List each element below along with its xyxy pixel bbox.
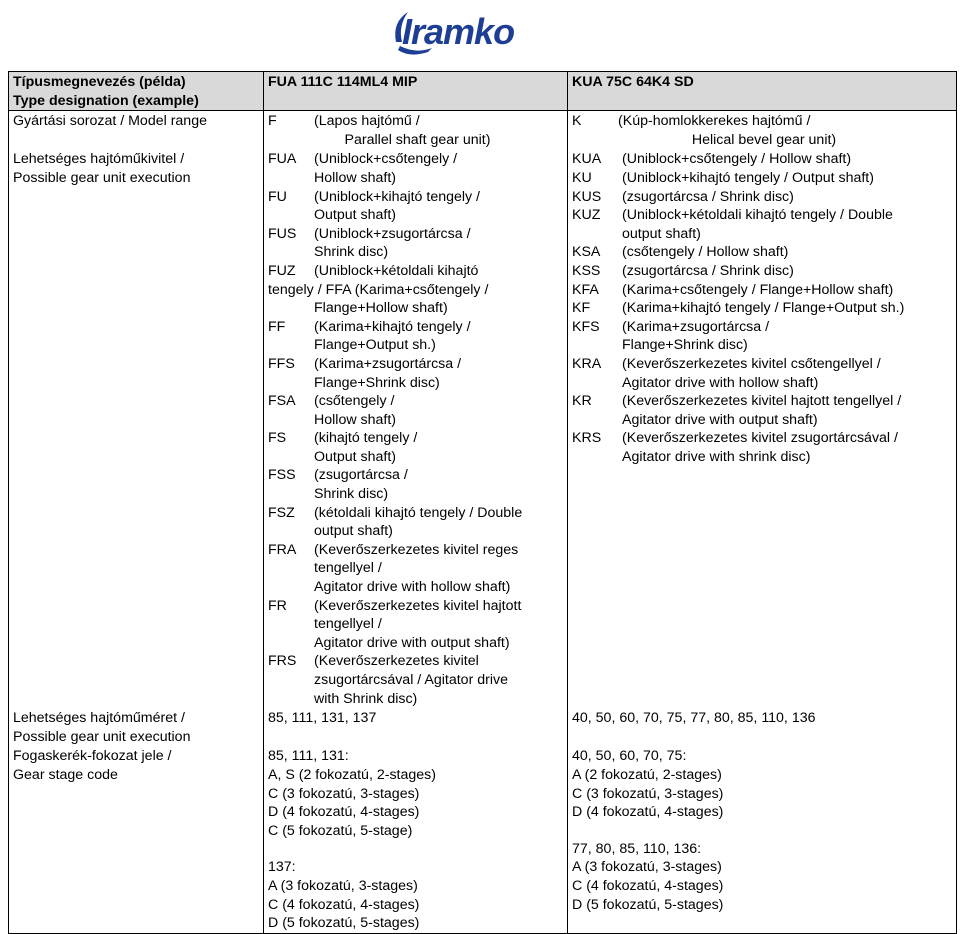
execution-k-item xyxy=(572,429,956,466)
execution-k-desc xyxy=(622,318,956,355)
execution-f-desc-line: Flange+Output sh.) xyxy=(314,337,436,354)
execution-f-desc-line: with Shrink disc) xyxy=(314,690,418,707)
execution-f-code: FRS xyxy=(268,653,297,670)
execution-k-item xyxy=(572,188,956,207)
header-label-cell xyxy=(9,72,264,111)
execution-f-desc xyxy=(314,541,567,597)
execution-f-desc-line: (Uniblock+kihajtó tengely / xyxy=(314,188,481,205)
execution-f-code: FUZ xyxy=(268,262,296,279)
execution-k-code: KFA xyxy=(572,281,599,298)
execution-f-desc xyxy=(314,392,567,429)
execution-f-item xyxy=(268,504,567,541)
execution-f-desc-line: Hollow shaft) xyxy=(314,169,397,186)
stage-k-line: C (3 fokozatú, 3-stages) xyxy=(572,785,724,802)
execution-f-desc-line: Shrink disc) xyxy=(314,244,389,261)
execution-k-desc-line: (Keverőszerkezetes kivitel csőtengellyel / xyxy=(622,355,881,372)
logo-text: Iramko xyxy=(402,11,515,52)
stage-f-cell xyxy=(264,746,568,933)
execution-f-item xyxy=(268,429,567,466)
stage-k-line: D (5 fokozatú, 5-stages) xyxy=(572,896,724,913)
execution-k-item xyxy=(572,355,956,392)
execution-f-desc-line: (Karima+kihajtó tengely / xyxy=(314,318,471,335)
range-row xyxy=(9,111,957,150)
stage-k-line: C (4 fokozatú, 4-stages) xyxy=(572,877,724,894)
execution-k-desc-line: (Uniblock+kihajtó tengely / Output shaft) xyxy=(622,169,874,186)
stage-f-line: A (3 fokozatú, 3-stages) xyxy=(268,877,418,894)
stage-f-line: C (3 fokozatú, 3-stages) xyxy=(268,785,420,802)
stage-label-hu: Fogaskerék-fokozat jele / xyxy=(13,748,172,765)
execution-f-desc-line: output shaft) xyxy=(314,523,393,540)
range-k-code: K xyxy=(572,113,582,130)
stage-k-line: A (3 fokozatú, 3-stages) xyxy=(572,859,722,876)
execution-k-desc xyxy=(622,169,956,188)
size-k-value: 40, 50, 60, 70, 75, 77, 80, 85, 110, 136 xyxy=(568,708,957,746)
execution-k-desc-line: (Keverőszerkezetes kivitel zsugortárcsával / xyxy=(622,430,898,447)
execution-f-item xyxy=(268,541,567,597)
execution-k-list xyxy=(572,150,956,466)
execution-f-desc-line: (Keverőszerkezetes kivitel xyxy=(314,653,479,670)
execution-f-item xyxy=(268,318,567,355)
execution-f-code: FFS xyxy=(268,355,295,372)
header-label-en: Type designation (example) xyxy=(13,92,199,109)
execution-k-item xyxy=(572,281,956,300)
execution-k-desc-line: Flange+Shrink disc) xyxy=(622,337,748,354)
execution-k-desc-line: Agitator drive with output shaft) xyxy=(622,411,818,428)
execution-f-item xyxy=(268,150,567,187)
execution-f-desc-line: zsugortárcsával / Agitator drive xyxy=(314,672,508,688)
range-k-cell xyxy=(568,111,957,150)
execution-f-desc-line: (Karima+zsugortárcsa / xyxy=(314,355,462,372)
stage-label-en: Gear stage code xyxy=(13,766,118,783)
stage-row xyxy=(9,746,957,933)
stage-k-line: 77, 80, 85, 110, 136: xyxy=(572,840,702,857)
execution-f-desc xyxy=(314,262,567,281)
execution-f-item xyxy=(268,652,567,708)
execution-f-item xyxy=(268,392,567,429)
execution-f-desc-line: (Keverőszerkezetes kivitel reges xyxy=(314,541,519,558)
execution-f-code: FU xyxy=(268,188,287,205)
range-f-code: F xyxy=(268,113,277,130)
execution-k-desc xyxy=(622,429,956,466)
execution-k-item xyxy=(572,243,956,262)
header-k-cell xyxy=(568,72,957,111)
execution-k-code: KUA xyxy=(572,151,602,168)
execution-k-item xyxy=(572,206,956,243)
execution-k-desc-line: (zsugortárcsa / Shrink disc) xyxy=(622,188,794,205)
execution-k-desc-line: Agitator drive with shrink disc) xyxy=(622,448,811,465)
execution-f-item xyxy=(268,188,567,225)
execution-f-desc xyxy=(314,318,567,355)
execution-f-desc xyxy=(314,504,567,541)
execution-k-desc-line: (Karima+zsugortárcsa / xyxy=(622,318,770,335)
execution-f-cell xyxy=(264,149,568,708)
execution-f-item xyxy=(268,355,567,392)
execution-k-code: KSS xyxy=(572,262,601,279)
stage-k-cell xyxy=(568,746,957,933)
stage-f-line: C (5 fokozatú, 5-stage) xyxy=(268,822,413,839)
execution-k-desc-line: (Uniblock+csőtengely / Hollow shaft) xyxy=(622,151,852,168)
execution-k-code: KFS xyxy=(572,318,600,335)
execution-f-desc xyxy=(314,150,567,187)
execution-f-desc-line: (Uniblock+zsugortárcsa / xyxy=(314,225,471,242)
execution-k-desc xyxy=(622,150,956,169)
execution-f-list xyxy=(268,150,567,708)
header-k-example: KUA 75C 64K4 SD xyxy=(572,74,694,90)
range-f-desc: (Lapos hajtómű / xyxy=(314,113,420,130)
execution-f-desc xyxy=(314,355,567,392)
execution-k-desc-line: (Keverőszerkezetes kivitel hajtott tengellyel / xyxy=(622,393,902,410)
stage-k-spacer xyxy=(572,822,956,840)
execution-f-code: FS xyxy=(268,430,287,447)
size-label-hu: Lehetséges hajtóműméret / xyxy=(13,710,185,727)
execution-k-item xyxy=(572,150,956,169)
range-label: Gyártási sorozat / Model range xyxy=(9,111,264,150)
execution-k-item xyxy=(572,299,956,318)
execution-f-item: tengely / FFA (Karima+csőtengely / xyxy=(268,281,489,298)
execution-f-desc-line: Hollow shaft) xyxy=(314,411,397,428)
header-label-hu: Típusmegnevezés (példa) xyxy=(13,74,186,90)
header-row xyxy=(9,72,957,111)
stage-k-line: D (4 fokozatú, 4-stages) xyxy=(572,804,724,821)
execution-label-en: Possible gear unit execution xyxy=(13,169,191,186)
execution-f-desc-line: Agitator drive with hollow shaft) xyxy=(314,579,511,596)
execution-f-desc-line: Shrink disc) xyxy=(314,486,389,503)
stage-k-line: 40, 50, 60, 70, 75: xyxy=(572,748,687,765)
stage-k-list xyxy=(572,747,956,914)
execution-f-item xyxy=(268,262,567,281)
execution-k-desc-line: (Uniblock+kétoldali kihajtó tengely / Double xyxy=(622,207,893,224)
header-f-example: FUA 111C 114ML4 MIP xyxy=(268,74,418,90)
execution-f-code: FSZ xyxy=(268,504,295,521)
range-f-desc-en: Parallel shaft gear unit) xyxy=(344,131,491,148)
range-k-desc-en: Helical bevel gear unit) xyxy=(691,131,837,148)
execution-f-desc xyxy=(314,652,567,708)
execution-f-code: FSS xyxy=(268,467,296,484)
execution-label-hu: Lehetséges hajtóműkivitel / xyxy=(13,151,185,168)
execution-k-desc-line: output shaft) xyxy=(622,225,701,242)
size-row xyxy=(9,708,957,746)
execution-k-desc xyxy=(622,243,956,262)
execution-k-desc-line: Agitator drive with hollow shaft) xyxy=(622,374,819,391)
size-label-en: Possible gear unit execution xyxy=(13,728,191,745)
execution-f-code: FUA xyxy=(268,151,297,168)
execution-f-desc-line: (Uniblock+csőtengely / xyxy=(314,151,458,168)
execution-f-desc xyxy=(314,466,567,503)
execution-f-desc-line: (Uniblock+kétoldali kihajtó xyxy=(314,262,479,279)
execution-f-desc-line: (Keverőszerkezetes kivitel hajtott xyxy=(314,597,522,614)
stage-label-cell xyxy=(9,746,264,933)
execution-f-desc xyxy=(314,225,567,262)
execution-k-item xyxy=(572,262,956,281)
execution-f-desc xyxy=(314,188,567,225)
execution-f-code: FSA xyxy=(268,393,296,410)
size-label-cell xyxy=(9,708,264,746)
execution-row xyxy=(9,149,957,708)
execution-f-desc-line: Flange+Hollow shaft) xyxy=(314,300,448,317)
execution-k-desc xyxy=(622,355,956,392)
execution-k-desc-line: (Karima+csőtengely / Flange+Hollow shaft) xyxy=(622,281,894,298)
iramko-logo xyxy=(388,2,558,56)
execution-k-code: KR xyxy=(572,393,592,410)
execution-k-item xyxy=(572,318,956,355)
execution-f-code: FF xyxy=(268,318,286,335)
execution-k-cell xyxy=(568,149,957,708)
execution-f-code: FRA xyxy=(268,541,297,558)
execution-k-code: KU xyxy=(572,169,592,186)
execution-f-desc xyxy=(314,299,567,318)
execution-f-desc-line: tengellyel / xyxy=(314,616,382,633)
execution-f-desc-line: Flange+Shrink disc) xyxy=(314,374,440,391)
size-f-value: 85, 111, 131, 137 xyxy=(264,708,568,746)
execution-k-desc-line: (csőtengely / Hollow shaft) xyxy=(622,244,789,261)
execution-f-desc xyxy=(314,429,567,466)
stage-f-list xyxy=(268,747,567,932)
execution-f-code: FR xyxy=(268,597,287,614)
execution-k-code: KRS xyxy=(572,430,602,447)
stage-k-line: A (2 fokozatú, 2-stages) xyxy=(572,766,722,783)
execution-f-desc-line: Output shaft) xyxy=(314,207,397,224)
range-f-cell xyxy=(264,111,568,150)
execution-f-item xyxy=(268,299,567,318)
execution-f-desc-line: (kihajtó tengely / xyxy=(314,430,418,447)
execution-f-desc-line: (csőtengely / xyxy=(314,393,395,410)
execution-k-desc xyxy=(622,206,956,243)
execution-label-cell xyxy=(9,149,264,708)
execution-k-code: KSA xyxy=(572,244,601,261)
header-f-cell xyxy=(264,72,568,111)
execution-k-desc xyxy=(622,262,956,281)
execution-f-item xyxy=(268,466,567,503)
execution-f-desc-line: tengellyel / xyxy=(314,560,382,577)
stage-f-line: 137: xyxy=(268,859,296,876)
execution-k-code: KF xyxy=(572,300,591,317)
execution-k-item xyxy=(572,392,956,429)
execution-f-item xyxy=(268,597,567,653)
spec-table xyxy=(8,71,957,934)
execution-f-desc xyxy=(314,597,567,653)
execution-f-code: FUS xyxy=(268,225,297,242)
execution-k-code: KUS xyxy=(572,188,602,205)
execution-f-desc-line: (zsugortárcsa / xyxy=(314,467,408,484)
execution-f-code xyxy=(268,299,314,318)
execution-f-desc-line: Agitator drive with output shaft) xyxy=(314,634,510,651)
execution-k-desc xyxy=(622,392,956,429)
execution-k-item xyxy=(572,169,956,188)
execution-k-desc-line: (zsugortárcsa / Shrink disc) xyxy=(622,262,794,279)
execution-k-desc xyxy=(622,299,956,318)
execution-k-desc-line: (Karima+kihajtó tengely / Flange+Output sh.) xyxy=(622,300,905,317)
stage-f-spacer xyxy=(268,840,567,858)
execution-k-desc xyxy=(622,188,956,207)
execution-f-desc-line: (kétoldali kihajtó tengely / Double xyxy=(314,504,523,521)
stage-f-line: D (5 fokozatú, 5-stages) xyxy=(268,915,420,932)
stage-f-line: A, S (2 fokozatú, 2-stages) xyxy=(268,766,436,783)
stage-f-line: 85, 111, 131: xyxy=(268,748,349,765)
range-k-desc: (Kúp-homlokkerekes hajtómű / xyxy=(618,113,811,130)
execution-k-code: KRA xyxy=(572,355,602,372)
execution-f-desc-line: Output shaft) xyxy=(314,448,397,465)
execution-f-item xyxy=(268,225,567,262)
execution-k-code: KUZ xyxy=(572,207,601,224)
execution-k-desc xyxy=(622,281,956,300)
stage-f-line: C (4 fokozatú, 4-stages) xyxy=(268,896,420,913)
stage-f-line: D (4 fokozatú, 4-stages) xyxy=(268,804,420,821)
